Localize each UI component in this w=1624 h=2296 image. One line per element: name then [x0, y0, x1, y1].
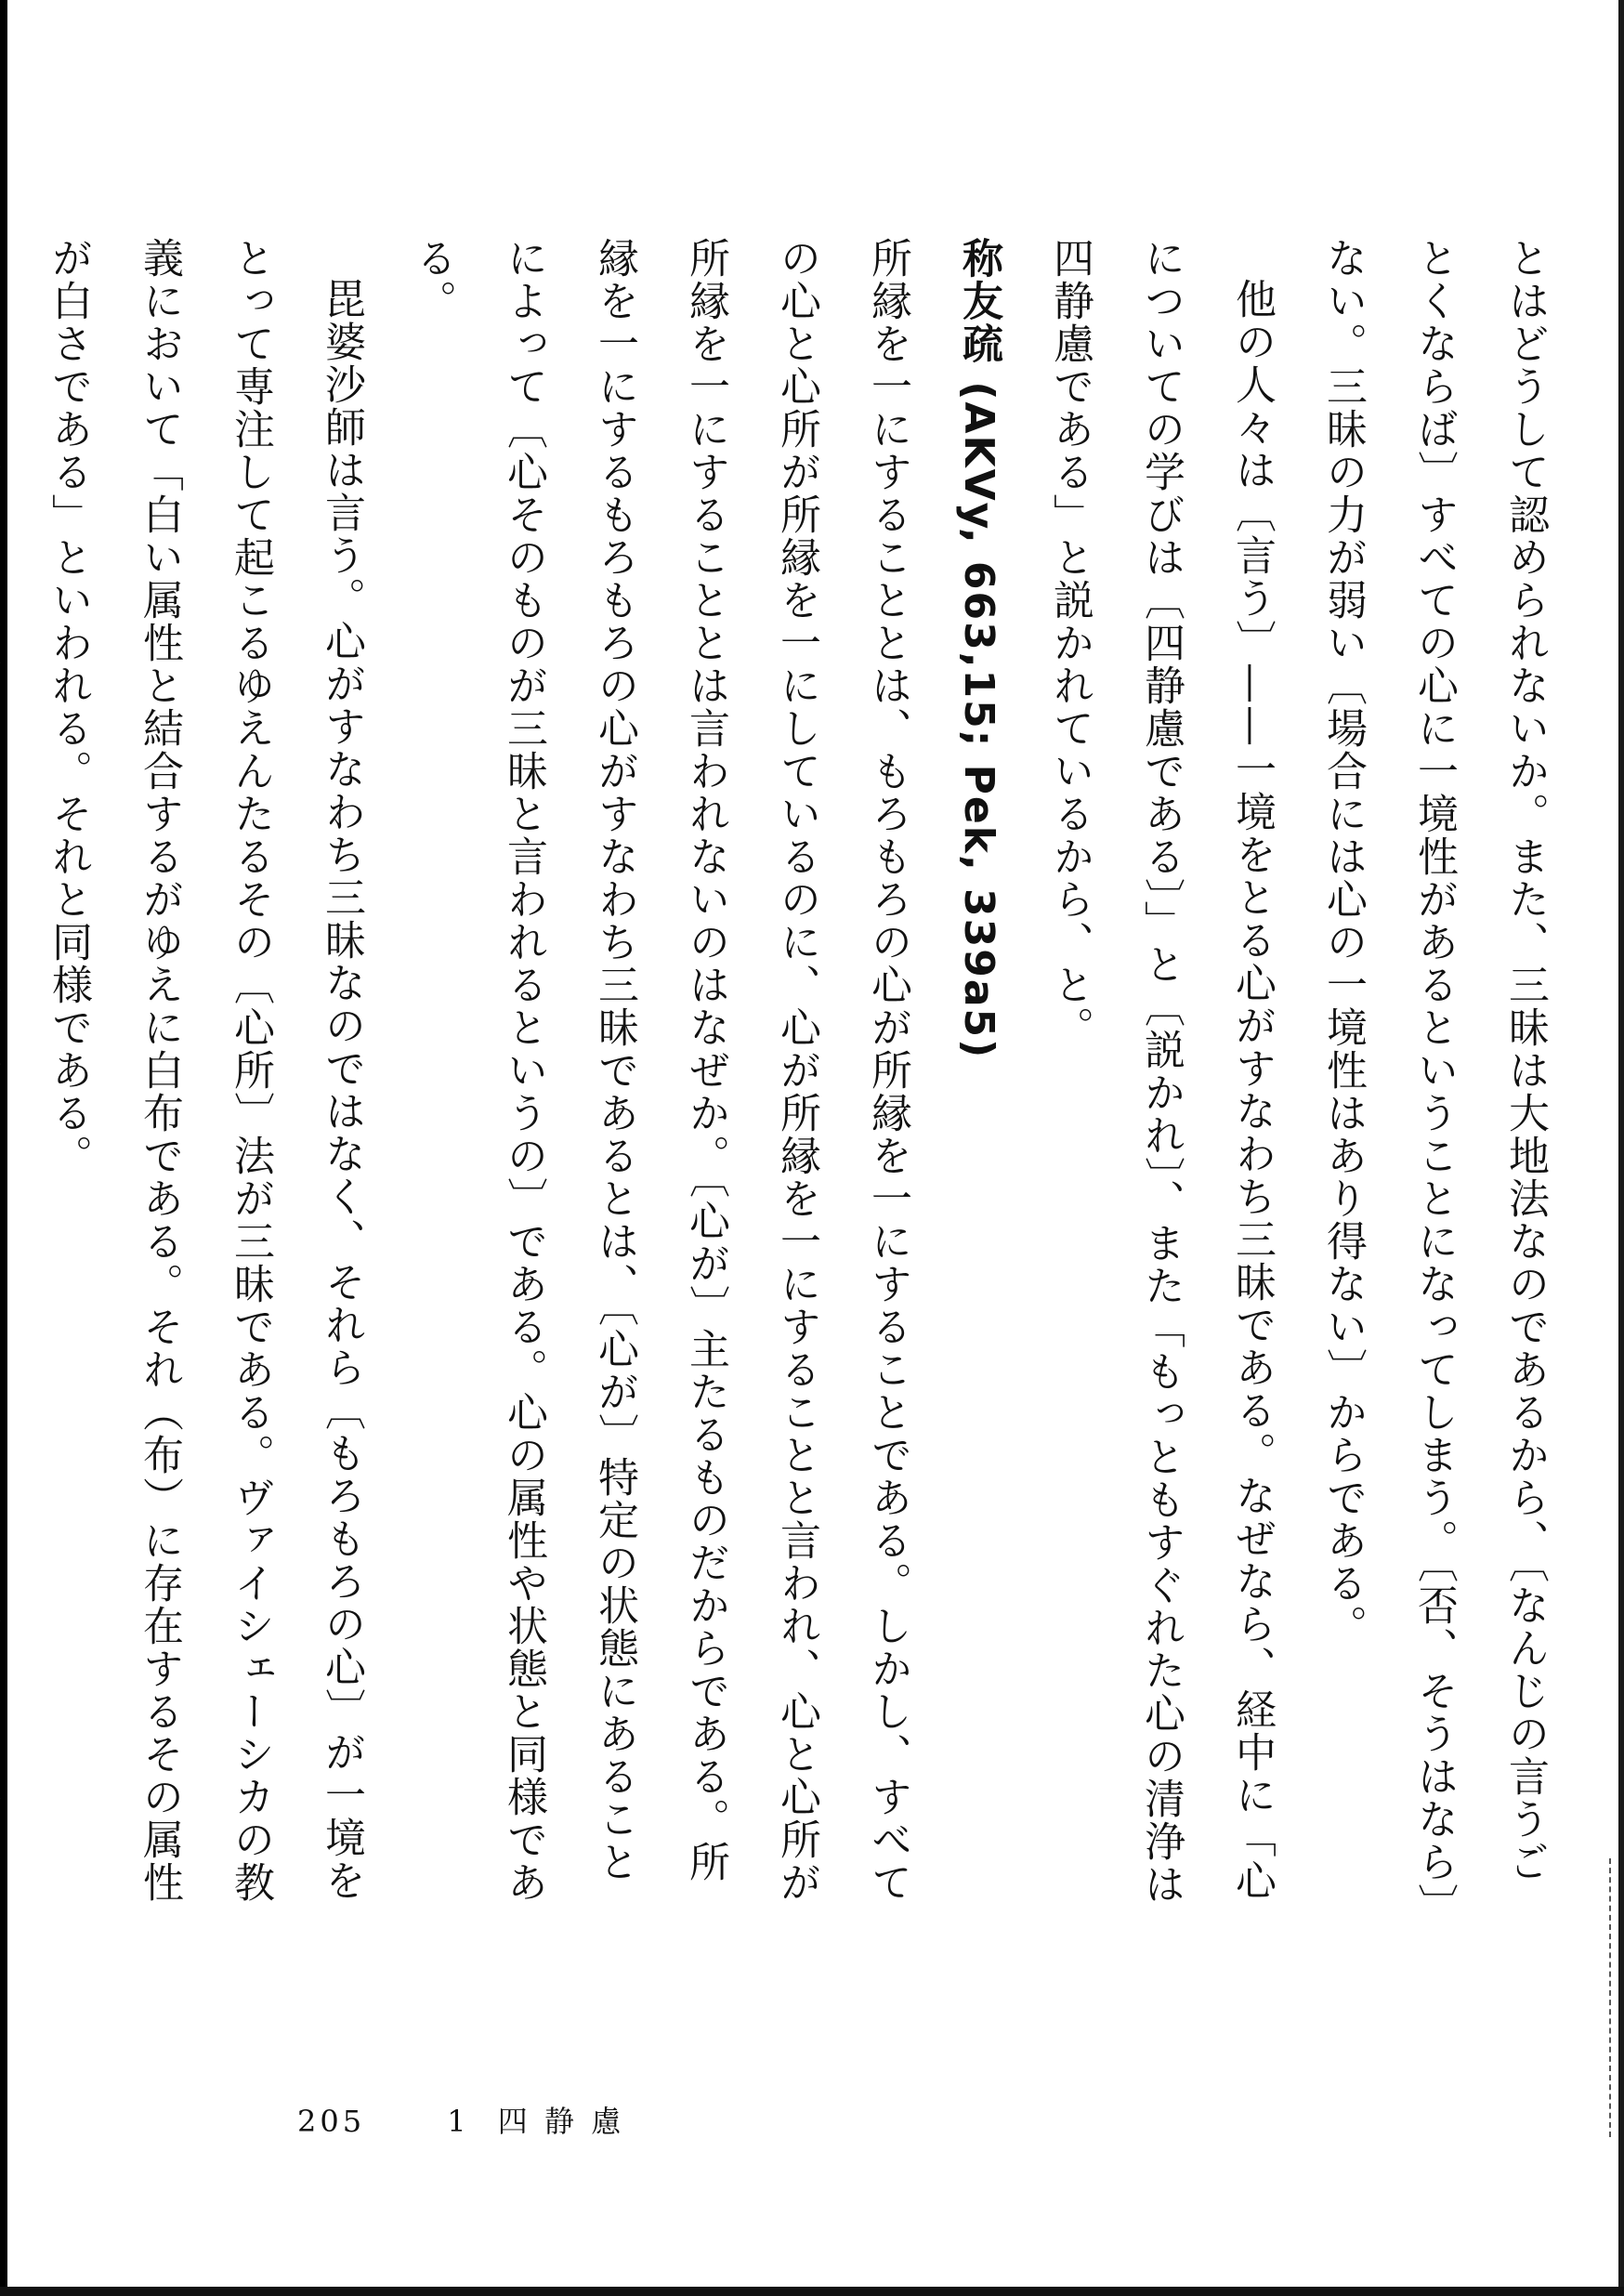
margin-marks — [1594, 1858, 1611, 2137]
paragraph-1: とはどうして認められないか。また、三昧は大地法なのであるから、〔なんじの言うごとくならば〕すべての心に一境性があるということになってしまう。〔否、そうはなら〕ない。三昧の力が弱い〔場合には心の一境性はあり得ない〕からである。 — [1319, 237, 1549, 1906]
vertical-text-body — [45, 237, 1570, 1909]
scan-edge-bottom — [0, 2287, 1624, 2296]
paragraph-2: 他の人々は〔言う〕——一境をとる心がすなわち三昧である。なぜなら、経中に「心についての学びは〔四静慮である〕」と〔説かれ〕、また「もっともすぐれた心の清浄は四静慮である」と説かれているから、と。 — [1046, 237, 1276, 1906]
page-number: 205 — [297, 2104, 366, 2139]
page-footer — [297, 2098, 624, 2141]
paragraph-5 — [0, 237, 22, 1909]
chapter-title: 四 静 慮 — [497, 2104, 625, 2139]
paragraph-3: 所縁を一にすることとは、もろもろの心が所縁を一にすることである。しかし、すべての心と心所が所縁を一にしているのに、心が所縁を一にすることと言われ、心と心所が所縁を一にすることとは言われないのはなぜか。〔心が〕主たるものだからである。所縁を一にするもろもろの心がすなわち三昧であるとは、〔心が〕特定の状態にあることによって〔心そのものが三昧と言われるというの〕である。心の属性や状態と同様である。 — [409, 237, 911, 1904]
section-heading: 称友疏 (AKVy, 663,15; Pek, 339a5) — [955, 237, 1002, 1060]
paragraph-4: 毘婆沙師は言う。心がすなわち三昧なのではなく、それら〔もろもろの心〕が一境をとって専注して起こるゆえんたるその〔心所〕法が三昧である。ヴァイシェーシカの教義において「白い属性と結合するがゆえに白布である。それ（布）に存在するその属性が白さである」といわれる。それと同様である。 — [45, 237, 365, 1904]
scan-edge-right — [1618, 0, 1624, 2296]
chapter-number: 1 — [447, 2104, 470, 2139]
